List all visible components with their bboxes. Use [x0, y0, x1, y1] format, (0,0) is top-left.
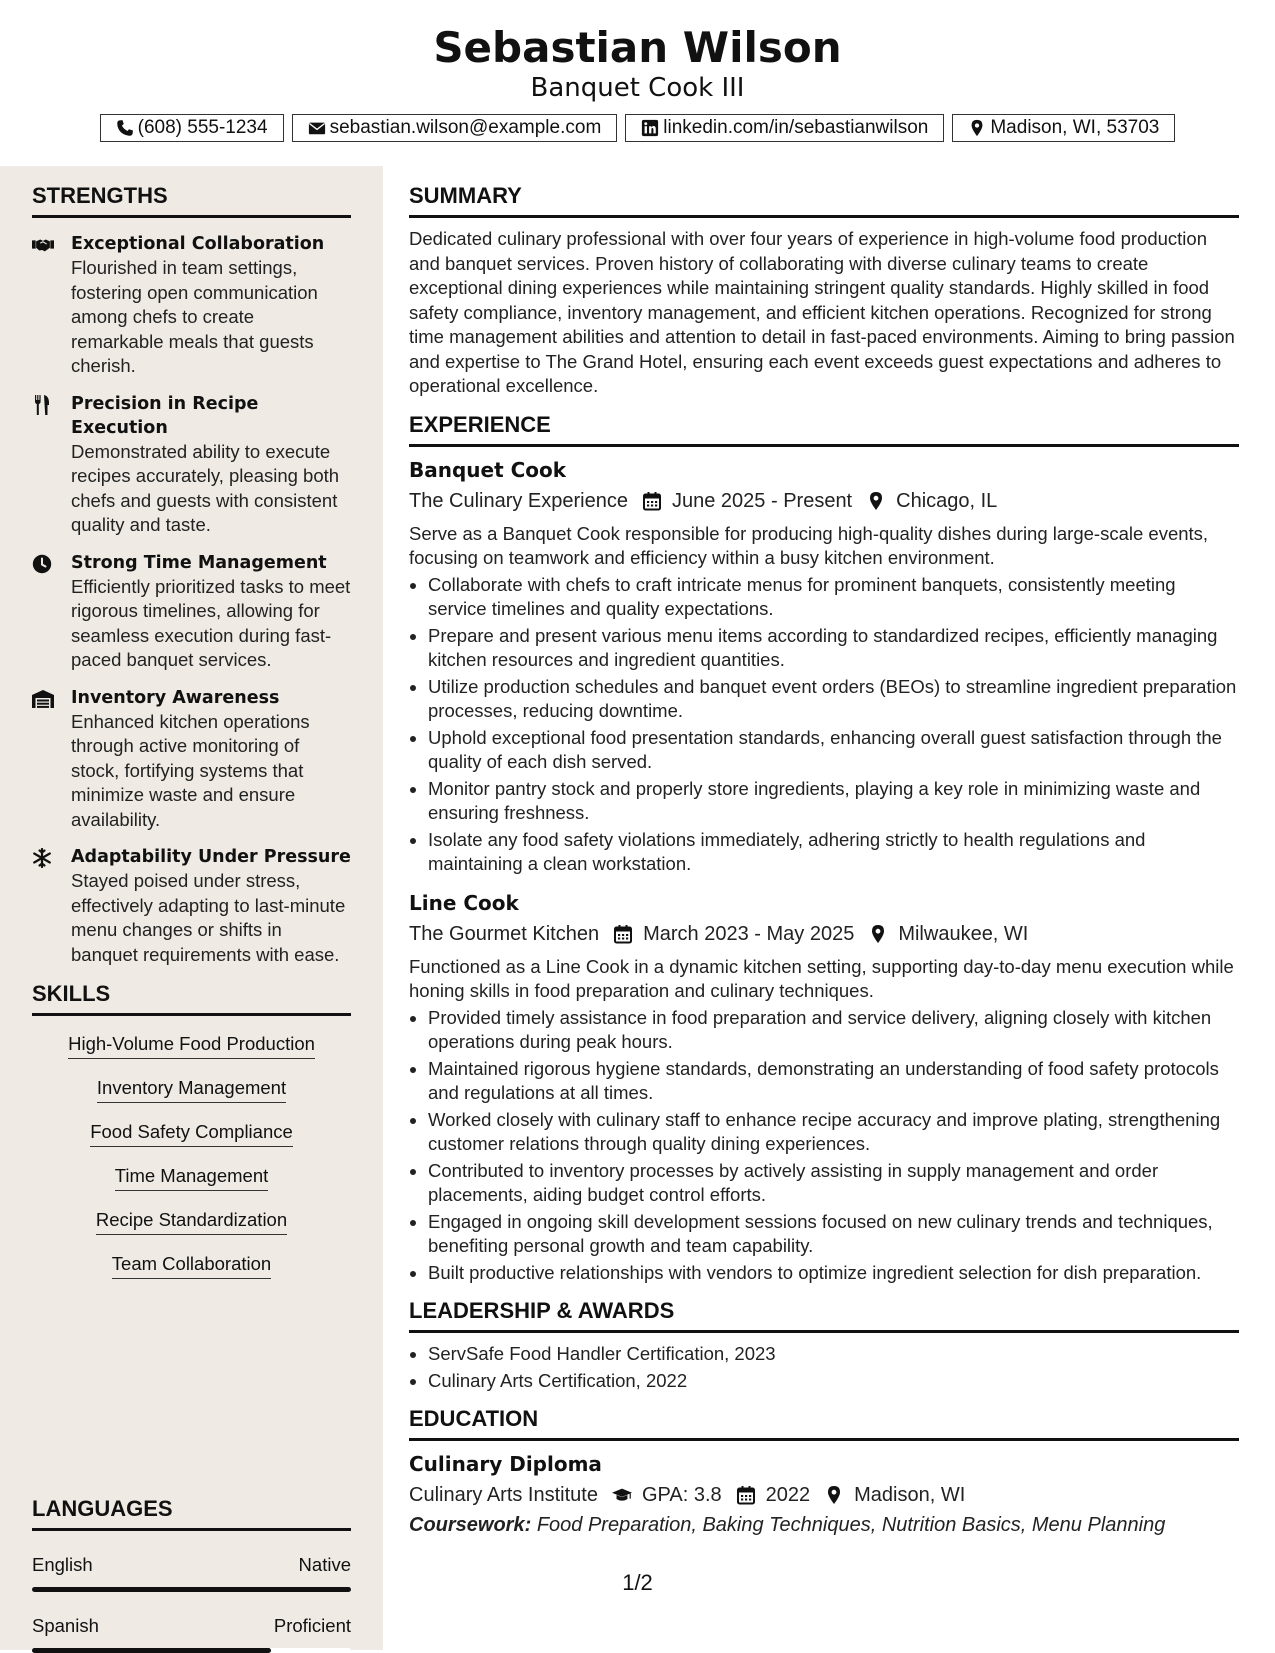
job-bullet: • Uphold exceptional food presentation standards, enhancing overall guest satisfaction through the quality of each dish served.: [428, 726, 1239, 775]
contact-bar: [0, 114, 1275, 142]
strength-desc: Stayed poised under stress, effectively adapting to last-minute menu changes or shifts in banquet requirements with ease.: [71, 870, 346, 965]
job-bullet: • Worked closely with culinary staff to enhance recipe accuracy and improve plating, strengthening customer relations through quality dining experiences.: [428, 1108, 1239, 1157]
job-bullet: • Utilize production schedules and banquet event orders (BEOs) to streamline ingredient preparation processes, reducing downtime.: [428, 675, 1239, 724]
degree-title: Culinary Diploma: [409, 1452, 602, 1476]
skill-item: Team Collaboration: [112, 1252, 271, 1279]
strength-title: Strong Time Management: [71, 552, 327, 573]
job-company: The Gourmet Kitchen: [409, 922, 600, 945]
school-name: Culinary Arts Institute: [409, 1484, 598, 1506]
awards-section: [409, 1297, 1239, 1393]
calendar-icon: [613, 924, 633, 944]
strength-title: Inventory Awareness: [71, 687, 280, 708]
language-level: Proficient: [273, 1615, 351, 1636]
language-name: Spanish: [32, 1615, 99, 1636]
graduation-year: 2022: [765, 1484, 811, 1506]
strength-item: [32, 232, 351, 379]
linkedin-icon: [641, 119, 659, 137]
email-contact[interactable]: [292, 114, 618, 142]
education-location: Madison, WI: [854, 1484, 966, 1506]
job-bullet: • Maintained rigorous hygiene standards, demonstrating an understanding of food safety protocols and regulations at all times.: [428, 1057, 1239, 1106]
coursework: [409, 1510, 1239, 1540]
job-meta: [409, 486, 1239, 516]
linkedin-text: linkedin.com/in/sebastianwilson: [663, 117, 929, 138]
language-item: [32, 1614, 351, 1653]
strength-title: Adaptability Under Pressure: [71, 847, 351, 867]
experience-heading: EXPERIENCE: [409, 411, 1239, 447]
job-location: Milwaukee, WI: [898, 922, 1029, 945]
warehouse-icon: [32, 689, 54, 709]
job-company: The Culinary Experience: [409, 489, 628, 512]
phone-contact[interactable]: [100, 114, 284, 142]
job-bullets: [409, 573, 1239, 877]
strength-item: [32, 551, 351, 673]
education-meta: [409, 1480, 1239, 1510]
resume-header: [0, 0, 1275, 160]
coursework-list: Food Preparation, Baking Techniques, Nutrition Basics, Menu Planning: [536, 1514, 1166, 1536]
email-text: sebastian.wilson@example.com: [329, 117, 602, 138]
strength-desc: Flourished in team settings, fostering open communication among chefs to create remarkable meals that guests cherish.: [71, 257, 318, 376]
location-contact: [952, 114, 1175, 142]
calendar-icon: [642, 491, 662, 511]
job-entry: [409, 456, 1239, 877]
coursework-label: Coursework:: [409, 1514, 532, 1536]
award-item: • Culinary Arts Certification, 2022: [428, 1369, 1239, 1394]
location-pin-icon: [968, 119, 986, 137]
summary-heading: SUMMARY: [409, 182, 1239, 218]
education-heading: EDUCATION: [409, 1405, 1239, 1441]
skill-item: High-Volume Food Production: [68, 1032, 315, 1059]
strength-desc: Enhanced kitchen operations through active monitoring of stock, fortifying systems that minimize waste and ensure availability.: [71, 710, 310, 830]
strengths-section: [32, 182, 351, 967]
awards-list: [409, 1342, 1239, 1393]
job-description: Serve as a Banquet Cook responsible for producing high-quality dishes during large-scale events, focusing on teamwork and efficiency within a busy kitchen environment.: [409, 522, 1209, 568]
language-name: English: [32, 1554, 93, 1575]
job-role: Banquet Cook: [409, 457, 567, 482]
location-pin-icon: [824, 1485, 844, 1505]
strength-desc: Demonstrated ability to execute recipes accurately, pleasing both chefs and guests with consistent quality and taste.: [71, 440, 340, 535]
summary-section: [409, 182, 1239, 399]
gpa: GPA: 3.8: [641, 1484, 722, 1506]
job-bullet: • Collaborate with chefs to craft intricate menus for prominent banquets, consistently meeting service timelines and quality expectations.: [428, 573, 1239, 622]
job-dates: March 2023 - May 2025: [643, 922, 855, 945]
strengths-heading: STRENGTHS: [32, 182, 351, 218]
job-bullet: • Built productive relationships with vendors to optimize ingredient selection for dish preparation.: [428, 1261, 1239, 1286]
skills-section: [32, 980, 351, 1296]
phone-icon: [116, 119, 134, 137]
job-description: Functioned as a Line Cook in a dynamic kitchen setting, supporting day-to-day menu execution while honing skills in food preparation and culinary techniques.: [409, 955, 1234, 1001]
phone-text: (608) 555-1234: [137, 117, 268, 138]
location-pin-icon: [868, 924, 888, 944]
language-level: Native: [298, 1554, 351, 1575]
graduation-cap-icon: [612, 1485, 632, 1505]
linkedin-contact[interactable]: [625, 114, 944, 142]
strength-title: Precision in Recipe Execution: [71, 393, 259, 438]
skill-item: Time Management: [115, 1164, 269, 1191]
clock-icon: [32, 554, 54, 574]
skill-item: Food Safety Compliance: [90, 1120, 293, 1147]
skill-item: Recipe Standardization: [96, 1208, 287, 1235]
job-bullets: [409, 1006, 1239, 1286]
skills-heading: SKILLS: [32, 980, 351, 1016]
sidebar: [0, 166, 383, 1650]
job-dates: June 2025 - Present: [672, 489, 853, 512]
award-item: • ServSafe Food Handler Certification, 2023: [428, 1342, 1239, 1367]
awards-heading: LEADERSHIP & AWARDS: [409, 1297, 1239, 1333]
handshake-icon: [32, 235, 54, 255]
job-bullet: • Engaged in ongoing skill development sessions focused on new culinary trends and techniques, benefiting personal growth and team capability.: [428, 1210, 1239, 1259]
utensils-icon: [32, 395, 54, 415]
location-text: Madison, WI, 53703: [990, 117, 1160, 138]
location-pin-icon: [866, 491, 886, 511]
strength-item: [32, 392, 351, 538]
job-bullet: • Monitor pantry stock and properly store ingredients, playing a key role in minimizing waste and ensuring freshness.: [428, 777, 1239, 826]
job-bullet: • Contributed to inventory processes by actively assisting in supply management and order placements, aiding budget control efforts.: [428, 1159, 1239, 1208]
strength-item: [32, 686, 351, 833]
main-column: [409, 166, 1239, 1540]
strength-title: Exceptional Collaboration: [71, 234, 325, 254]
language-bar-fill: [32, 1648, 271, 1653]
candidate-name: Sebastian Wilson: [433, 23, 842, 72]
job-bullet: • Isolate any food safety violations immediately, adhering strictly to health regulations and maintaining a clean workstation.: [428, 828, 1239, 877]
strength-item: [32, 845, 351, 967]
job-bullet: • Provided timely assistance in food preparation and service delivery, aligning closely with kitchen operations during peak hours.: [428, 1006, 1239, 1055]
job-entry: [409, 889, 1239, 1286]
strength-desc: Efficiently prioritized tasks to meet rigorous timelines, allowing for seamless execution during fast-paced banquet services.: [71, 575, 351, 670]
job-role: Line Cook: [409, 890, 519, 915]
job-bullet: • Prepare and present various menu items according to standardized recipes, efficiently managing kitchen resources and ingredient quantities.: [428, 624, 1239, 673]
experience-section: [409, 411, 1239, 1286]
job-meta: [409, 919, 1239, 949]
education-section: [409, 1405, 1239, 1540]
candidate-title: Banquet Cook III: [530, 73, 745, 103]
snowflake-icon: [32, 848, 54, 868]
skill-list: [32, 1032, 351, 1296]
skill-item: Inventory Management: [97, 1076, 286, 1103]
job-location: Chicago, IL: [896, 489, 998, 512]
language-bar: [32, 1648, 351, 1653]
page-number: 1/2: [622, 1570, 653, 1595]
envelope-icon: [308, 119, 326, 137]
calendar-icon: [736, 1485, 756, 1505]
languages-heading: LANGUAGES: [32, 1495, 351, 1531]
summary-text: Dedicated culinary professional with over four years of experience in high-volume food production and banquet services. Proven history of collaborating with diverse culinary teams to create exceptional dining experiences while maintaining stringent quality standards. Highly skilled in food safety compliance, inventory management, and efficient kitchen operations. Recognized for strong time management abilities and attention to detail in fast-paced environments. Aiming to bring passion and expertise to The Grand Hotel, ensuring each event exceeds guest expectations and adheres to operational excellence.: [409, 228, 1235, 396]
